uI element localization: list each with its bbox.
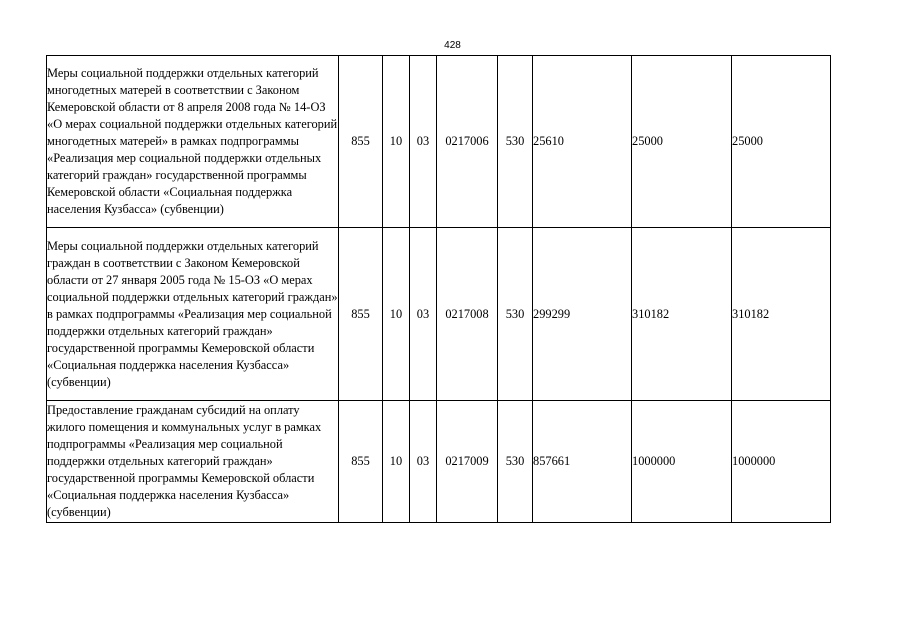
ministry-code: 855	[339, 56, 383, 228]
subsection-code: 03	[410, 56, 437, 228]
amount-year-2: 1000000	[632, 401, 732, 523]
amount-year-2: 310182	[632, 228, 732, 401]
expense-type-code: 530	[498, 56, 533, 228]
section-code: 10	[383, 56, 410, 228]
target-article-code: 0217006	[437, 56, 498, 228]
row-description: Предоставление гражданам субсидий на оплату жилого помещения и коммунальных услуг в рамках подпрограммы «Реализация мер социальной поддержки отдельных категорий граждан» государственной программы Кемеровской области «Социальная поддержка населения Кузбасса» (субвенции)	[47, 401, 339, 523]
row-description: Меры социальной поддержки отдельных категорий граждан в соответствии с Законом Кемеровской области от 27 января 2005 года № 15-ОЗ «О мерах социальной поддержки отдельных категорий граждан» в рамках подпрограммы «Реализация мер социальной поддержки отдельных категорий граждан» государственной программы Кемеровской области «Социальная поддержка населения Кузбасса» (субвенции)	[47, 228, 339, 401]
section-code: 10	[383, 401, 410, 523]
amount-year-2: 25000	[632, 56, 732, 228]
amount-year-1: 25610	[533, 56, 632, 228]
subsection-code: 03	[410, 401, 437, 523]
ministry-code: 855	[339, 401, 383, 523]
budget-table	[46, 55, 831, 523]
amount-year-1: 857661	[533, 401, 632, 523]
target-article-code: 0217008	[437, 228, 498, 401]
amount-year-3: 310182	[732, 228, 831, 401]
row-description: Меры социальной поддержки отдельных категорий многодетных матерей в соответствии с Законом Кемеровской области от 8 апреля 2008 года № 14-ОЗ «О мерах социальной поддержки отдельных категорий многодетных матерей» в рамках подпрограммы «Реализация мер социальной поддержки отдельных категорий граждан» государственной программы Кемеровской области «Социальная поддержка населения Кузбасса» (субвенции)	[47, 56, 339, 228]
page-number: 428	[444, 40, 461, 51]
table-row	[47, 401, 831, 523]
table-row	[47, 228, 831, 401]
ministry-code: 855	[339, 228, 383, 401]
amount-year-1: 299299	[533, 228, 632, 401]
amount-year-3: 1000000	[732, 401, 831, 523]
expense-type-code: 530	[498, 401, 533, 523]
expense-type-code: 530	[498, 228, 533, 401]
target-article-code: 0217009	[437, 401, 498, 523]
subsection-code: 03	[410, 228, 437, 401]
amount-year-3: 25000	[732, 56, 831, 228]
table-row	[47, 56, 831, 228]
section-code: 10	[383, 228, 410, 401]
